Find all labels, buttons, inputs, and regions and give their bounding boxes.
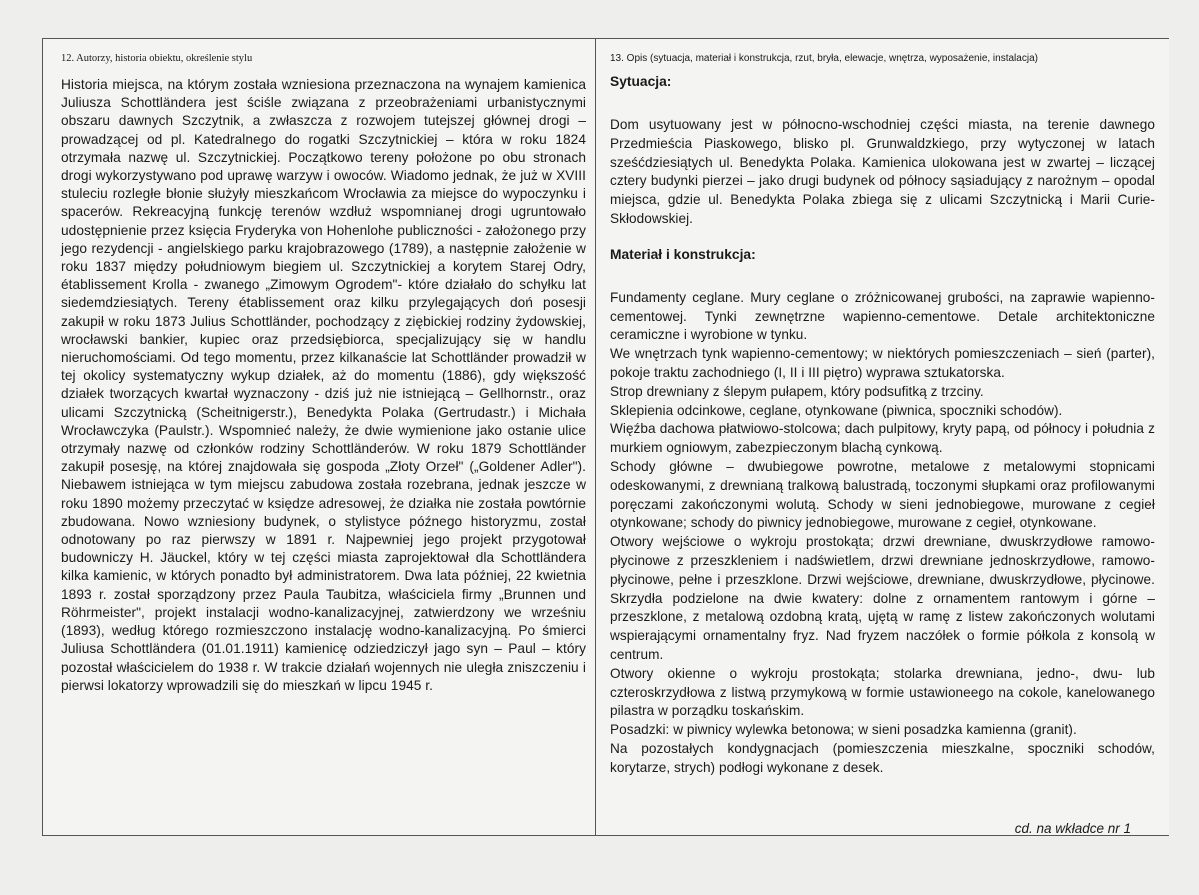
material-paragraph: Otwory okienne o wykroju prostokąta; stolarka drewniana, jedno-, dwu- lub czteroskrzydłowa z listwą przymykową w formie ustawioneego na cokole, kanelowanego pilastra w porządku toskańskim. [610, 665, 1155, 719]
situation-text: Dom usytuowany jest w północno-wschodniej części miasta, na terenie dawnego Przedmieścia Piaskowego, blisko pl. Grunwaldzkiego, przy wytyczonej w latach sześćdziesiątych ul. Benedykta Polaka. Kamienica ulokowana jest w zwartej – liczącej cztery budynki pierzei – jako drugi budynek od północy sąsiadujący z narożnym – opodal miejsca, gdzie ul. Benedykta Polaka zbiega się z ulicami Szczytnicką i Marii Curie-Skłodowskiej. [610, 117, 1155, 226]
material-paragraph: Na pozostałych kondygnacjach (pomieszczenia mieszkalne, spoczniki schodów, korytarze, strych) podłogi wykonane z desek. [610, 740, 1155, 775]
spacer [610, 276, 1155, 289]
material-paragraph: Więźba dachowa płatwiowo-stolcowa; dach pulpitowy, kryty papą, od północy i południa z murkiem ogniowym, zabezpieczonym blachą cynkową. [610, 421, 1155, 456]
history-text: Historia miejsca, na którym została wzniesiona przeznaczona na wynajem kamienica Juliusza Schottländera jest ściśle związana z przeobrażeniami urbanistycznymi obszaru dawnych Szczytnik, a zwłaszcza z rozwojem tutejszej głównej drogi – prowadzącej od pl. Katedralnego do rogatki Szczytnickiej – która w roku 1824 otrzymała nazwę ul. Szczytnickiej. Początkowo tereny położone po obu stronach drogi wykorzystywano pod uprawę warzyw i owoców. Wiadomo jednak, że już w XVIII stuleciu rozległe błonie służyły mieszkańcom Wrocławia za miejsce do wypoczynku i spacerów. Rekreacyjną funkcję terenów wzdłuż wspomnianej drogi ugruntowało udostępnienie przez księcia Fryderyka von Hohenlohe publiczności - założonego przy jego rezydencji - angielskiego parku krajobrazowego (1789), a następnie założenie w roku 1837 między południowym biegiem ul. Szczytnickiej a korytem Starej Odry, établissement Krolla - zwanego „Zimowym Ogrodem"- które działało do schyłku lat siedemdziesiątych. Tereny établissement oraz kilku przylegających doń posesji zakupił w roku 1873 Julius Schottländer, pochodzący z ziębickiej rodziny żydowskiej, wrocławski bankier, kupiec oraz przedsiębiorca, specjalizujący się w handlu nieruchomościami. Od tego momentu, przez kilkanaście lat Schottländer prowadził w tej okolicy systematyczny wykup działek, aż do momentu (1886), gdy większość działek tworzących kwartał wyznaczony - dziś już nie istniejącą – Gellhornstr., oraz ulicami Szczytnicką (Scheitnigerstr.), Benedykta Polaka (Gertrudastr.) i Michała Wrocławczyka (Paulstr.). Wspomnieć należy, że dwie wymienione jako ostanie ulice otrzymały nazwę od członków rodziny Schottländerów. W roku 1879 Schottländer zakupił posesję, na której znajdowała się gospoda „Złoty Orzeł" („Goldener Adler"). Niebawem istniejąca w tym miejscu zabudowa została rozebrana, jednak jeszcze w roku 1890 możemy przeczytać w księdze adresowej, że działka nie została powtórnie zbudowana. Nowo wzniesiony budynek, o stylistyce późnego historyzmu, został odnotowany po raz pierwszy w 1891 r. Najpewniej jego projekt przygotował budowniczy H. Jäuckel, który w tej części miasta zaprojektował dla Schottländera kilka kamienic, w których ponadto był administratorem. Dwa lata później, 22 kwietnia 1893 r. został sporządzony przez Paula Taubitza, właściciela firmy „Brunnen und Röhrmeister", projekt instalacji wodno-kanalizacyjnej, zatwierdzony we wrześniu (1893), według którego rozmieszczono instalację wodno-kanalizacyjną. Po śmierci Juliusa Schottländera (01.01.1911) kamienicę odziedziczył jago syn – Paul – który pozostał właścicielem do 1938 r. W trakcie działań wojennych nie uległa zniszczeniu i pierwsi lokatorzy wprowadzili się do mieszkań w lipcu 1945 r. [61, 77, 586, 693]
continued-note: cd. na wkładce nr 1 [1014, 821, 1131, 835]
situation-heading: Sytuacja: [610, 74, 672, 89]
material-paragraph: Strop drewniany z ślepym pułapem, który podsufitką z trzciny. [610, 383, 984, 399]
spacer [610, 229, 1155, 245]
description-content [610, 52, 1155, 835]
material-paragraph: Fundamenty ceglane. Mury ceglane o zróżnicowanej grubości, na zaprawie wapienno-cementowej. Tynki zewnętrzne wapienno-cementowe. Detale architektoniczne ceramiczne i wyrobione w tynku. [610, 289, 1155, 343]
material-paragraph: We wnętrzach tynk wapienno-cementowy; w niektórych pomieszczeniach – sień (parter), pokoje traktu zachodniego (I, II i III piętro) wyprawa sztukatorska. [610, 346, 1155, 380]
section-13-label: 13. Opis (sytuacja, materiał i konstrukcja, rzut, bryła, elewacje, wnętrza, wyposażenie, instalacja) [610, 53, 1038, 64]
material-paragraph: Sklepienia odcinkowe, ceglane, otynkowane (piwnica, spoczniki schodów). [610, 402, 1063, 418]
material-paragraph: Posadzki: w piwnicy wylewka betonowa; w sieni posadzka kamienna (granit). [610, 722, 1077, 738]
material-heading: Materiał i konstrukcja: [610, 246, 756, 262]
spacer [610, 103, 1155, 116]
description-column [596, 39, 1169, 835]
section-12-label: 12. Autorzy, historia obiektu, określenie stylu [61, 53, 253, 64]
history-column [43, 39, 596, 835]
material-paragraph: Schody główne – dwubiegowe powrotne, metalowe z metalowymi stopnicami odeskowanymi, z drewnianą tralkową balustradą, toczonymi słupkami oraz profilowanymi poręczami zakończonymi wolutą. Schody w sieni jednobiegowe, murowane z cegieł otynkowane; schody do piwnicy jednobiegowe, murowane z cegieł, otynkowane. [610, 458, 1155, 531]
material-text [610, 289, 1155, 778]
material-paragraph: Otwory wejściowe o wykroju prostokąta; drzwi drewniane, dwuskrzydłowe ramowo-płycinowe z przeszkleniem i nadświetlem, drzwi drewniane jednoskrzydłowe, ramowo-płycinowe, pełne i przeszklone. Drzwi wejściowe, drewniane, dwuskrzydłowe, płycinowe. Skrzydła podzielone na dwie kwatery: dolne z ornamentem rantowym i górne – przeszklone, z metalową ozdobną kratą, ujętą w ramę z listew zakończonych wolutami wspierającymi ornamentalny fryz. Nad fryzem naczółek o formie półkola z konsolą w centrum. [610, 534, 1155, 662]
document-sheet [42, 38, 1169, 836]
